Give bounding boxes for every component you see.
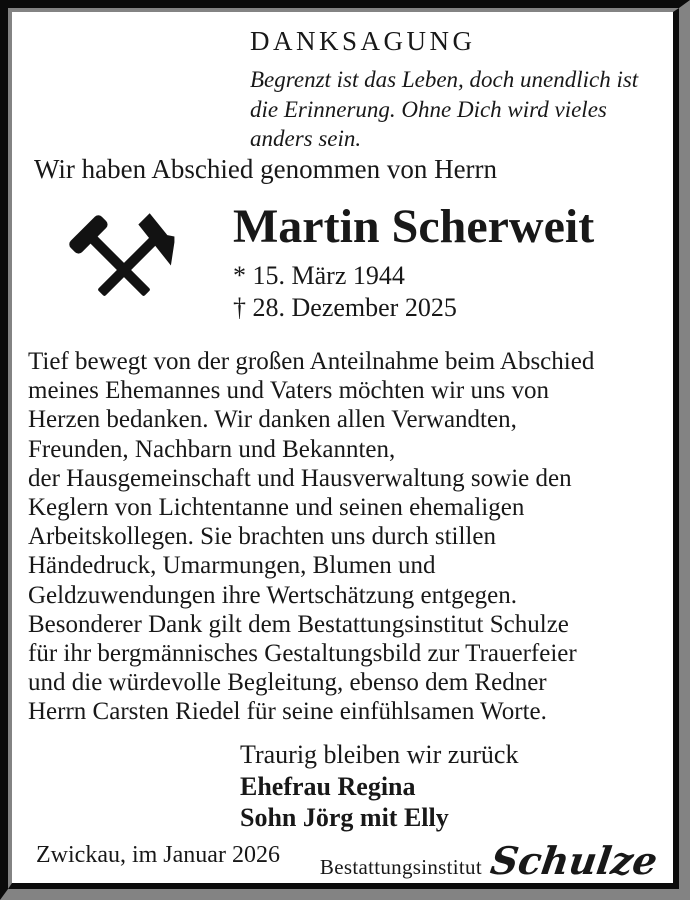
epigraph [250, 65, 638, 154]
closing-line: Traurig bleiben wir zurück [240, 740, 519, 769]
body-line: Geldzuwendungen ihre Wertschätzung entgegen. [28, 581, 518, 609]
deceased-name: Martin Scherweit [233, 200, 595, 253]
epigraph-line: die Erinnerung. Ohne Dich wird vieles [250, 96, 607, 122]
mourner-name: Sohn Jörg mit Elly [240, 803, 449, 832]
notice-kicker: DANKSAGUNG [250, 26, 476, 56]
epigraph-line: anders sein. [250, 126, 362, 151]
notice-content [16, 16, 667, 883]
place-date-line: Zwickau, im Januar 2026 [36, 842, 280, 868]
thanks-paragraph [28, 347, 594, 727]
body-line: für ihr bergmännisches Gestaltungsbild zur Trauerfeier [28, 640, 577, 668]
funeral-home-prefix: Bestattungsinstitut [319, 855, 482, 879]
body-line: Händedruck, Umarmungen, Blumen und [28, 552, 436, 580]
body-line: Besonderer Dank gilt dem Bestattungsinstitut Schulze [28, 610, 569, 638]
body-line: Arbeitskollegen. Sie brachten uns durch stillen [28, 523, 496, 551]
body-line: Tief bewegt von der großen Anteilnahme beim Abschied [28, 348, 595, 375]
epigraph-line: Begrenzt ist das Leben, doch unendlich ist [250, 67, 639, 92]
funeral-home-logo: Schulze [487, 838, 661, 883]
intro-line: Wir haben Abschied genommen von Herrn [34, 154, 498, 184]
notice-frame [8, 8, 679, 889]
birth-date: * 15. März 1944 [233, 261, 405, 290]
body-line: der Hausgemeinschaft und Hausverwaltung sowie den [28, 464, 572, 492]
crossed-hammer-pick-icon [62, 206, 186, 310]
mourner-name: Ehefrau Regina [240, 772, 416, 801]
body-line: meines Ehemannes und Vaters möchten wir uns von [28, 377, 549, 405]
death-date: † 28. Dezember 2025 [233, 293, 457, 322]
body-line: und die würdevolle Begleitung, ebenso dem Redner [28, 669, 547, 697]
body-line: Freunden, Nachbarn und Bekannten, [28, 435, 396, 463]
funeral-home-signature [319, 838, 661, 883]
body-line: Herzen bedanken. Wir danken allen Verwandten, [28, 406, 517, 434]
body-line: Keglern von Lichtentanne und seinen ehemaligen [28, 494, 525, 522]
body-line: Herrn Carsten Riedel für seine einfühlsamen Worte. [28, 698, 547, 726]
